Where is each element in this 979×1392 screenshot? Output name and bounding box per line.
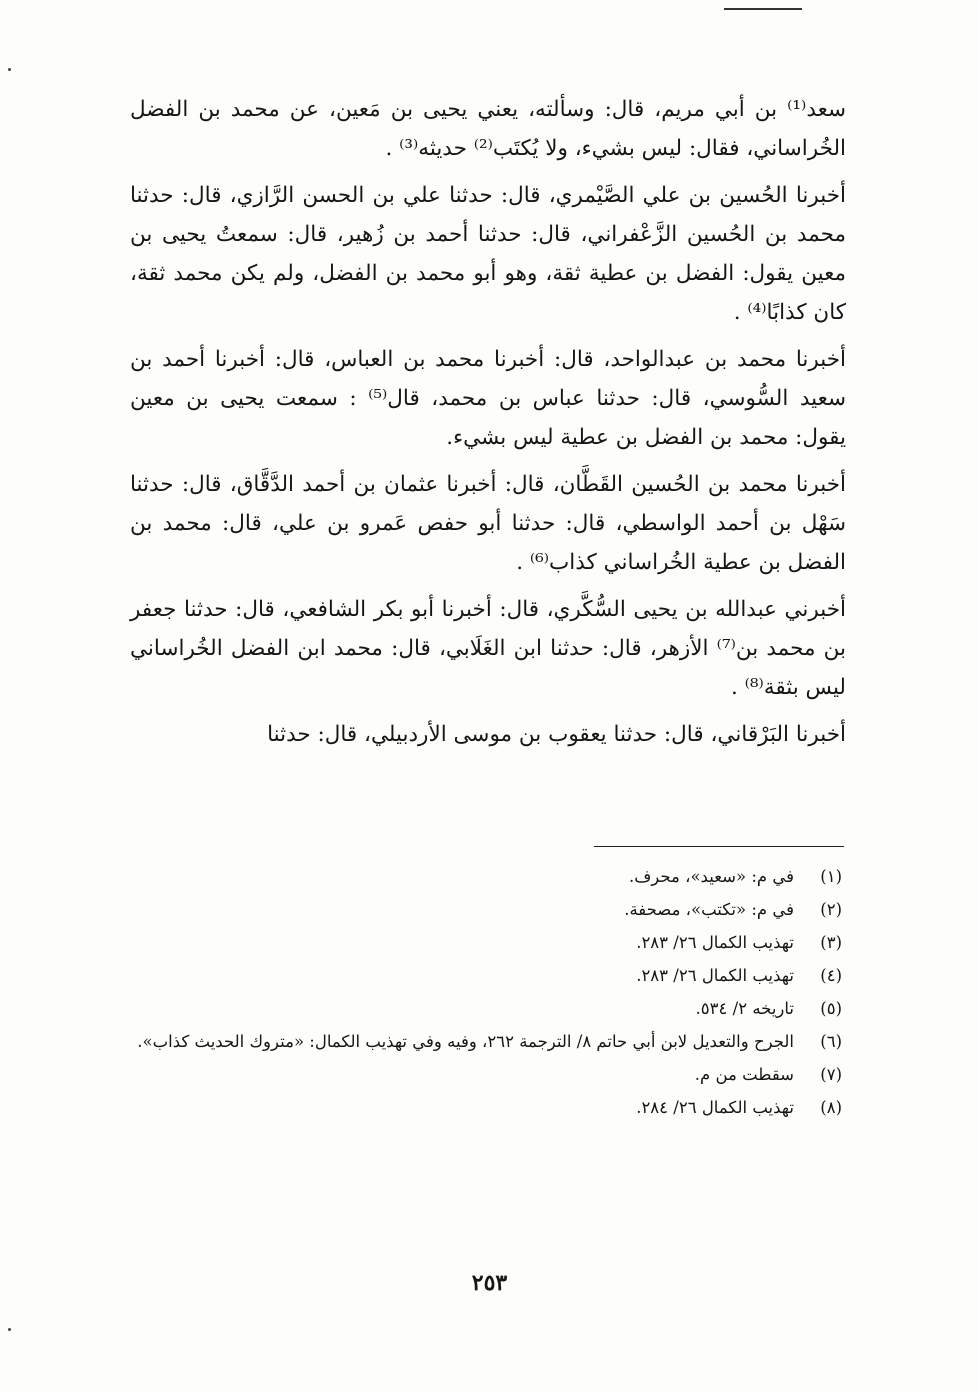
- header-rule: [724, 8, 802, 10]
- footnote-text: سقطت من م.: [694, 1065, 794, 1084]
- footnotes: [128, 860, 842, 1124]
- footnote-number: (٨): [820, 1098, 842, 1117]
- paragraph: أخبرنا الحُسين بن علي الصَّيْمري، قال: حدثنا علي بن الحسن الرَّازي، قال: حدثنا محمد بن الحُسين الزَّعْفراني، قال: حدثنا أحمد بن زُهير، قال: سمعتُ يحيى بن معين يقول: الفضل بن عطية ثقة، وهو أبو محمد بن الفضل، ولم يكن محمد ثقة، كان كذابًا⁽⁴⁾ .: [130, 183, 846, 325]
- footnote-number: (٧): [820, 1065, 842, 1084]
- paragraph: أخبرنا محمد بن عبدالواحد، قال: أخبرنا محمد بن العباس، قال: أخبرنا أحمد بن سعيد السُّوسي، قال: حدثنا عباس بن محمد، قال⁽⁵⁾ : سمعت يحيى بن معين يقول: محمد بن الفضل بن عطية ليس بشيء.: [130, 347, 846, 450]
- footnote-number: (٢): [820, 900, 842, 919]
- footnote-text: تهذيب الكمال ٢٦/ ٢٨٣.: [636, 966, 794, 985]
- scan-speck: [8, 68, 11, 71]
- footnote-text: تهذيب الكمال ٢٦/ ٢٨٣.: [636, 933, 794, 952]
- footnote: [128, 860, 842, 893]
- footnote-text: في م: «تكتب»، مصحفة.: [624, 900, 794, 919]
- footnote-rule: [594, 846, 844, 847]
- footnote: [128, 959, 842, 992]
- footnote-number: (٥): [820, 999, 842, 1018]
- footnote-text: في م: «سعيد»، محرف.: [628, 867, 794, 886]
- page-number: ٢٥٣: [471, 1270, 508, 1296]
- footnote-text: تاريخه ٢/ ٥٣٤.: [695, 999, 794, 1018]
- footnote-number: (٦): [820, 1032, 842, 1051]
- footnote-text: الجرح والتعديل لابن أبي حاتم ٨/ الترجمة ٢٦٢، وفيه وفي تهذيب الكمال: «متروك الحديث كذاب».: [137, 1032, 794, 1051]
- footnote: [128, 1058, 842, 1091]
- footnote: [128, 893, 842, 926]
- paragraph: أخبرنا البَرْقاني، قال: حدثنا يعقوب بن موسى الأردبيلي، قال: حدثنا: [267, 722, 846, 747]
- footnote: [128, 1025, 842, 1058]
- footnote-number: (١): [820, 867, 842, 886]
- footnote-number: (٣): [820, 933, 842, 952]
- main-text: [130, 90, 846, 762]
- paragraph: سعد⁽¹⁾ بن أبي مريم، قال: وسألته، يعني يحيى بن مَعين، عن محمد بن الفضل الخُراساني، فقال: ليس بشيء، ولا يُكتَب⁽²⁾ حديثه⁽³⁾ .: [130, 97, 846, 161]
- paragraph: أخبرني عبدالله بن يحيى السُّكَّري، قال: أخبرنا أبو بكر الشافعي، قال: حدثنا جعفر بن محمد بن⁽⁷⁾ الأزهر، قال: حدثنا ابن الغَلَابي، قال: محمد ابن الفضل الخُراساني ليس بثقة⁽⁸⁾ .: [130, 597, 846, 700]
- footnote-number: (٤): [820, 966, 842, 985]
- footnote: [128, 926, 842, 959]
- footnote-text: تهذيب الكمال ٢٦/ ٢٨٤.: [636, 1098, 794, 1117]
- paragraph: أخبرنا محمد بن الحُسين القَطَّان، قال: أخبرنا عثمان بن أحمد الدَّقَّاق، قال: حدثنا سَهْل بن أحمد الواسطي، قال: حدثنا أبو حفص عَمرو بن علي، قال: محمد بن الفضل بن عطية الخُراساني كذاب⁽⁶⁾ .: [130, 472, 846, 575]
- footnote: [128, 992, 842, 1025]
- scan-speck: [8, 1328, 11, 1331]
- footnote: [128, 1091, 842, 1124]
